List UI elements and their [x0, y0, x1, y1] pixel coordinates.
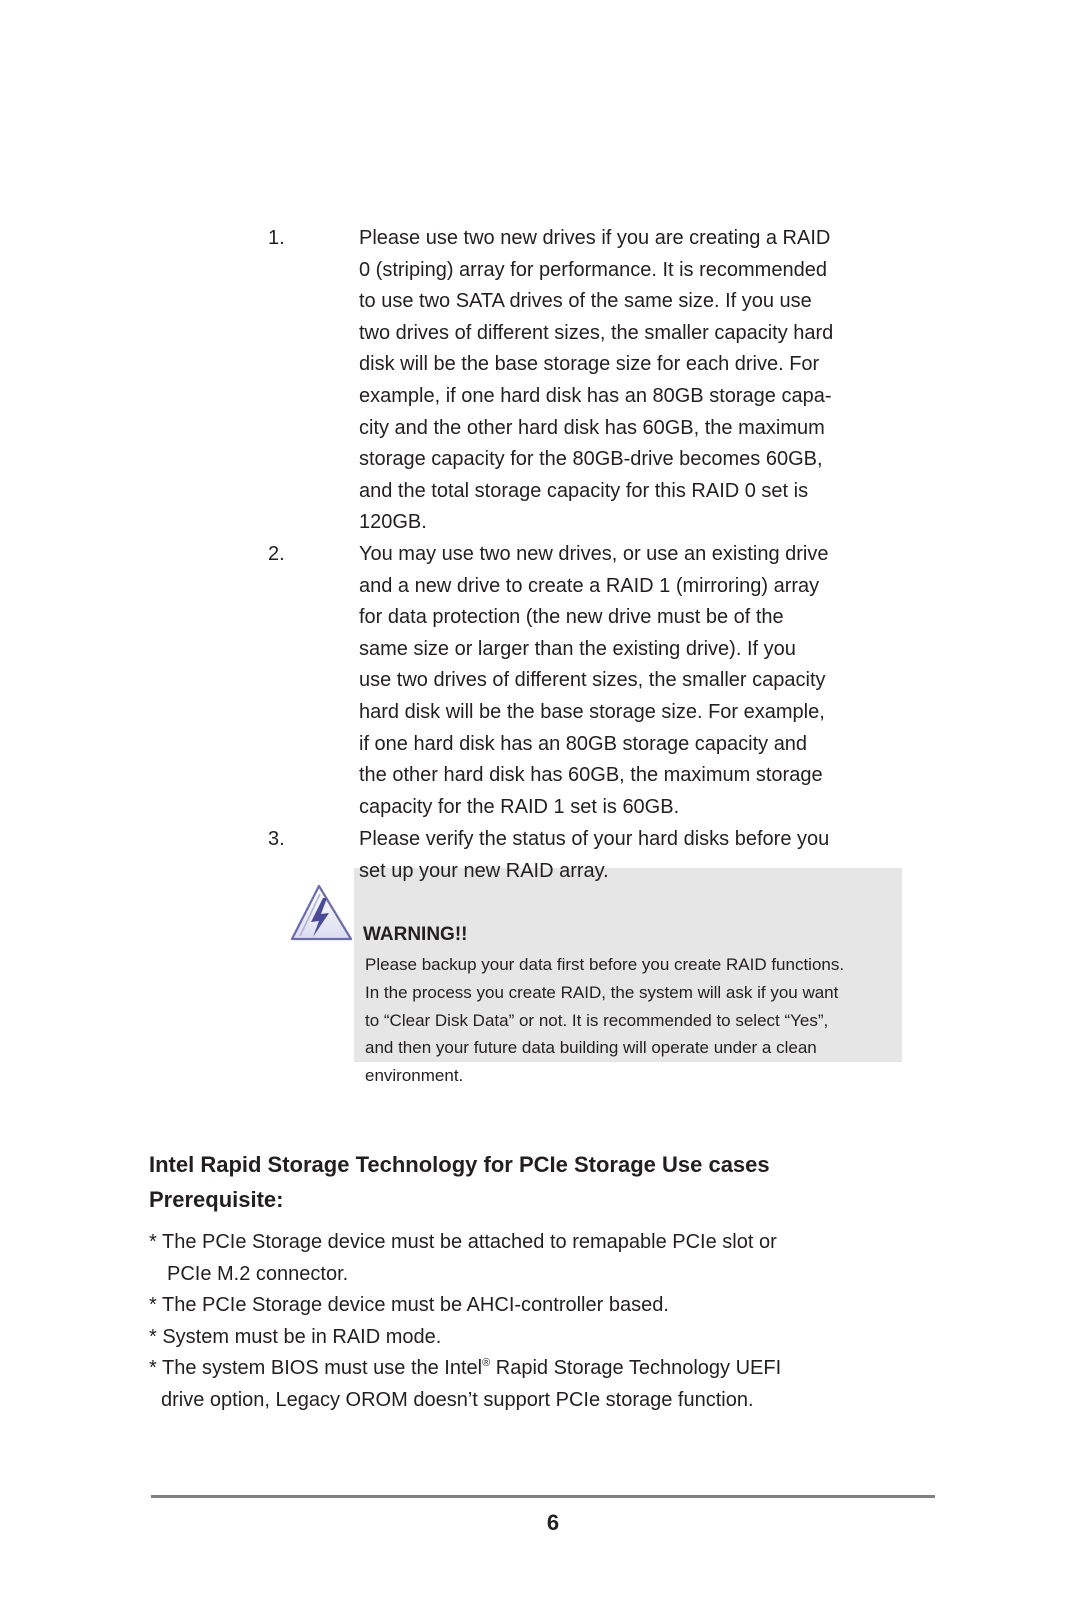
section-subtitle: Prerequisite: [149, 1187, 284, 1212]
prerequisite-item-text: * The system BIOS must use the Intel [149, 1357, 483, 1380]
list-item-2-line: use two drives of different sizes, the smaller capacity [359, 669, 826, 692]
list-item-2-line: if one hard disk has an 80GB storage capacity and [359, 732, 808, 755]
list-item-1-line: and the total storage capacity for this RAID 0 set is [359, 479, 809, 502]
list-item-1-line: 120GB. [359, 511, 427, 534]
warning-text [365, 951, 844, 1090]
list-item-2 [359, 539, 879, 823]
prerequisite-item-continuation: drive option, Legacy OROM doesn’t support PCIe storage function. [161, 1388, 754, 1411]
list-item-2-line: capacity for the RAID 1 set is 60GB. [359, 795, 680, 818]
warning-text-line: to “Clear Disk Data” or not. It is recommended to select “Yes”, [365, 1010, 829, 1030]
prerequisite-list [149, 1227, 781, 1417]
list-item-1-line: to use two SATA drives of the same size. If you use [359, 290, 812, 313]
list-item-3-line: Please verify the status of your hard disks before you [359, 828, 830, 850]
list-item-1-line: Please use two new drives if you are creating a RAID [359, 227, 831, 249]
list-item-1-line: disk will be the base storage size for each drive. For [359, 353, 820, 376]
list-item-1-line: city and the other hard disk has 60GB, the maximum [359, 416, 825, 439]
list-item-2-line: for data protection (the new drive must be of the [359, 606, 784, 629]
list-item-1-line: 0 (striping) array for performance. It is recommended [359, 258, 827, 281]
list-item-1-line: example, if one hard disk has an 80GB storage capa- [359, 384, 832, 407]
prerequisite-item: * System must be in RAID mode. [149, 1325, 442, 1348]
list-item-1 [359, 223, 879, 539]
list-item-2-line: hard disk will be the base storage size. For example, [359, 700, 825, 723]
prerequisite-item: * The PCIe Storage device must be attached to remapable PCIe slot or [149, 1231, 777, 1253]
prerequisite-item-continuation: PCIe M.2 connector. [167, 1262, 349, 1285]
section-title: Intel Rapid Storage Technology for PCIe Storage Use cases [149, 1152, 770, 1177]
list-item-2-line: same size or larger than the existing drive). If you [359, 637, 796, 660]
page-number: 6 [546, 1510, 560, 1535]
list-item-3-line: set up your new RAID array. [359, 859, 609, 882]
list-item-2-line: the other hard disk has 60GB, the maximum storage [359, 764, 823, 787]
list-item-2-line: and a new drive to create a RAID 1 (mirroring) array [359, 574, 820, 597]
list-item-3 [359, 824, 879, 887]
prerequisite-item-text: Rapid Storage Technology UEFI [490, 1357, 782, 1380]
list-item-2-line: You may use two new drives, or use an existing drive [359, 543, 829, 565]
warning-title: WARNING!! [363, 924, 468, 945]
warning-triangle-lightning-icon [289, 884, 355, 944]
list-item-1-line: storage capacity for the 80GB-drive becomes 60GB, [359, 448, 823, 471]
prerequisite-item [149, 1353, 781, 1385]
warning-text-line: and then your future data building will operate under a clean [365, 1038, 817, 1058]
prerequisite-item: * The PCIe Storage device must be AHCI-controller based. [149, 1294, 669, 1317]
list-number-2: 2. [268, 543, 285, 565]
list-item-1-line: two drives of different sizes, the smaller capacity hard [359, 321, 834, 344]
warning-text-line: environment. [365, 1066, 464, 1086]
list-number-3: 3. [268, 828, 285, 850]
footer-rule [151, 1495, 935, 1498]
warning-text-line: In the process you create RAID, the system will ask if you want [365, 982, 839, 1002]
registered-mark: ® [482, 1357, 491, 1370]
list-number-1: 1. [268, 227, 285, 249]
warning-text-line: Please backup your data first before you create RAID functions. [365, 955, 845, 974]
